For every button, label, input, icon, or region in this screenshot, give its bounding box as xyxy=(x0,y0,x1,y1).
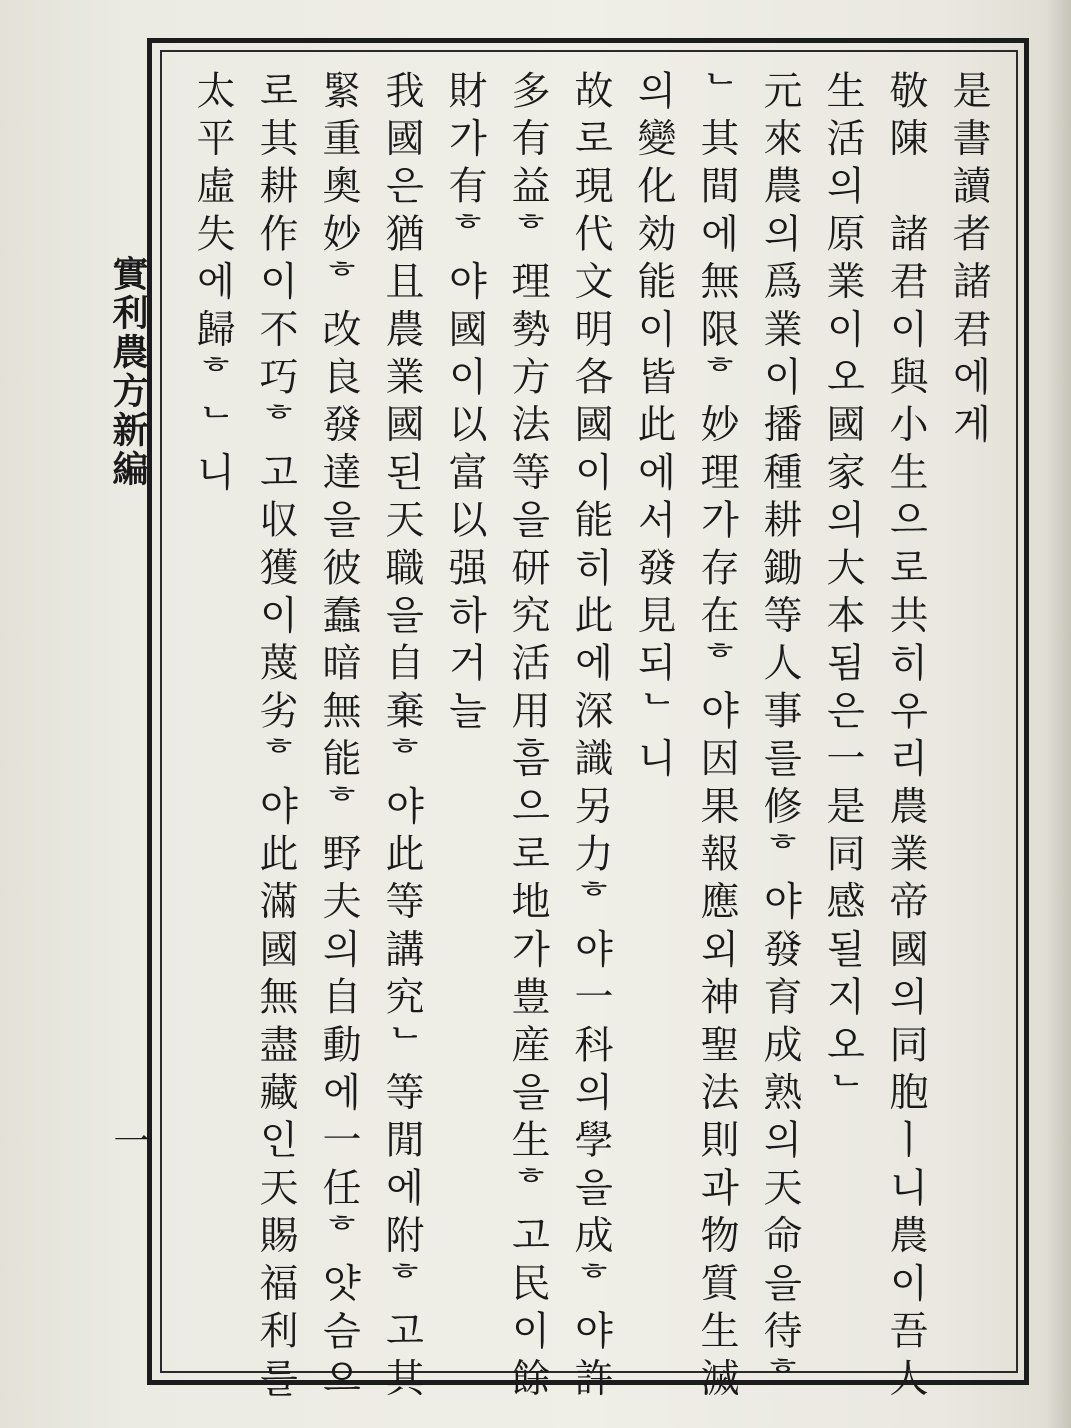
page-number: 一 xyxy=(108,1122,149,1158)
text-column-9: 財가有ᄒ야國이以富以强하거늘 xyxy=(442,70,487,738)
text-column-13: 太平虛失에歸ᄒᄂ니 xyxy=(190,70,235,500)
text-column-11: 緊重奧妙ᄒ改良發達을彼蠢暗無能ᄒ野夫의自動에一任ᄒ얏슴으 xyxy=(316,70,361,1406)
book-title-margin: 實利農方新編 xyxy=(107,255,149,489)
text-column-10: 我國은猶且農業國된天職을自棄ᄒ야此等講究ᄂ等閒에附ᄒ고其 xyxy=(379,70,424,1406)
text-column-8: 多有益ᄒ理勢方法等을研究活用흠으로地가豊産을生ᄒ고民이餘 xyxy=(505,70,550,1406)
text-column-1: 是書讀者諸君에게 xyxy=(946,70,991,452)
text-column-6: 의變化効能이皆此에서發見되ᄂ니 xyxy=(631,70,676,786)
text-column-4: 元來農의爲業이播種耕鋤等人事를修ᄒ야發育成熟의天命을待ᄒ xyxy=(757,70,802,1406)
text-column-5: ᄂ其間에無限ᄒ妙理가存在ᄒ야因果報應외神聖法則과物質生滅 xyxy=(694,70,739,1406)
text-column-2: 敬陳 諸君이與小生으로共히우리農業帝國의同胞ㅣ니農이吾人 xyxy=(883,70,928,1406)
text-column-12: 로其耕作이不巧ᄒ고収獲이蔑劣ᄒ야此滿國無盡藏인天賜福利를 xyxy=(253,70,298,1406)
book-spine-shadow xyxy=(1046,0,1071,1428)
text-column-3: 生活의原業이오國家의大本됨은一是同感될지오ᄂ xyxy=(820,70,865,1120)
text-column-7: 故로現代文明各國이能히此에深識另力ᄒ야一科의學을成ᄒ야許 xyxy=(568,70,613,1406)
